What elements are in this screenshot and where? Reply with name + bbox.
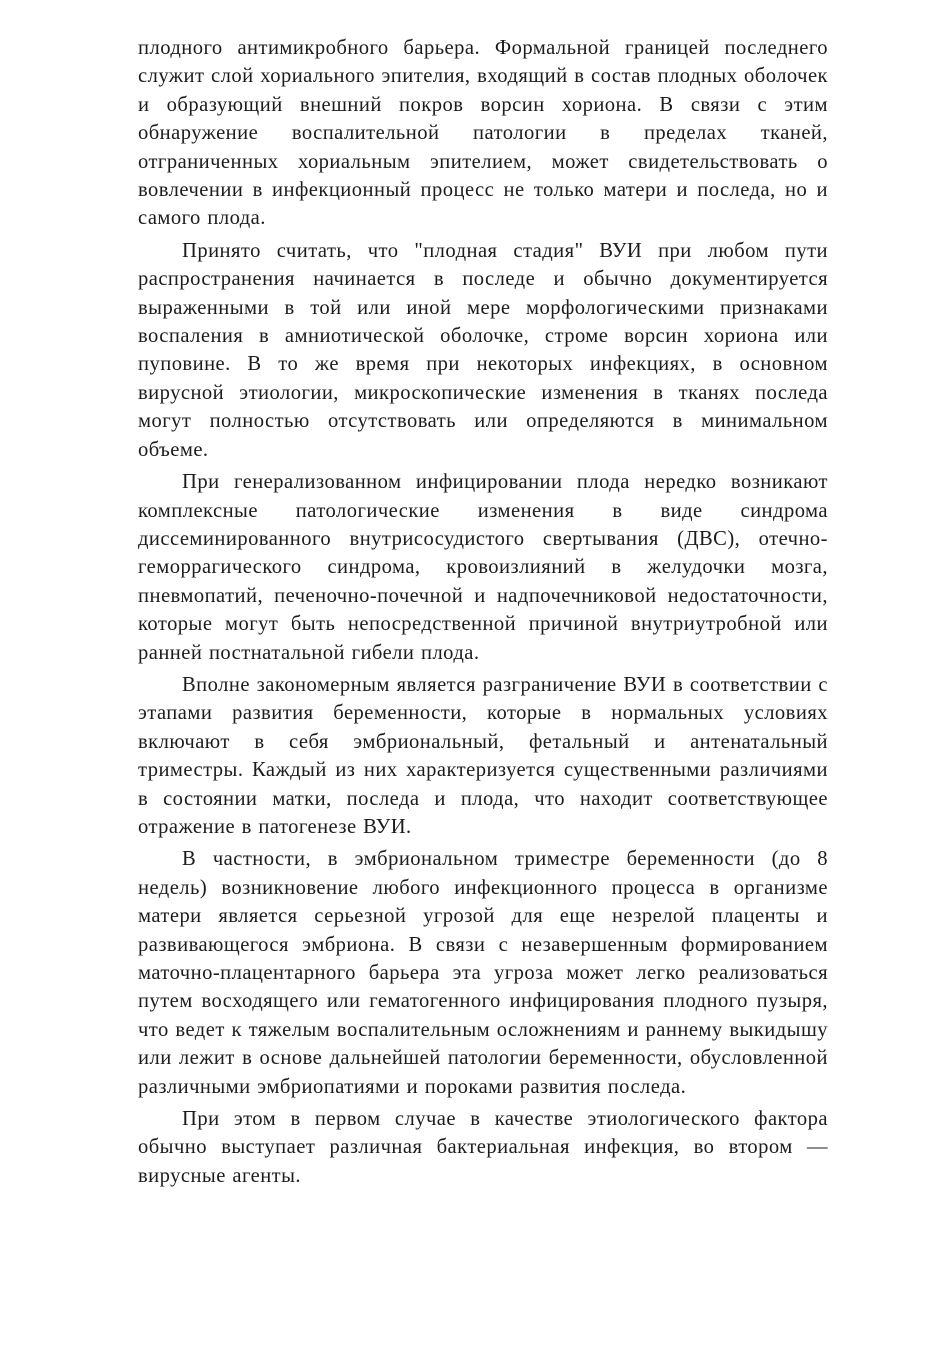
paragraph-4: Вполне закономерным является разграничение ВУИ в соответствии с этапами развития беременности, которые в нормальных условиях включают в себя эмбриональный, фетальный и антенатальный триместры. Каждый из них характеризуется существенными различиями в состоянии матки, последа и плода, что находит соответствующее отражение в патогенезе ВУИ. [138,673,828,838]
paragraph-6: При этом в первом случае в качестве этиологического фактора обычно выступает различная бактериальная инфекция, во втором — вирусные агенты. [138,1108,828,1187]
paragraph-1: плодного антимикробного барьера. Формальной границей последнего служит слой хориального эпителия, входящий в состав плодных оболочек и образующий внешний покров ворсин хориона. В связи с этим обнаружение воспалительной патологии в пределах тканей, отграниченных хориальным эпителием, может свидетельствовать о вовлечении в инфекционный процесс не только матери и последа, но и самого плода. [138,37,828,230]
paragraph-2: Принято считать, что "плодная стадия" ВУИ при любом пути распространения начинается в последе и обычно документируется выраженными в той или иной мере морфологическими признаками воспаления в амниотической оболочке, строме ворсин хориона или пуповине. В то же время при некоторых инфекциях, в основном вирусной этиологии, микроскопические изменения в тканях последа могут полностью отсутствовать или определяются в минимальном объеме. [138,239,828,461]
paragraph-5: В частности, в эмбриональном триместре беременности (до 8 недель) возникновение любого инфекционного процесса в организме матери является серьезной угрозой для еще незрелой плаценты и развивающегося эмбриона. В связи с незавершенным формированием маточно-плацентарного барьера эта угроза может легко реализоваться путем восходящего или гематогенного инфицирования плодного пузыря, что ведет к тяжелым воспалительным осложнениям и раннему выкидышу или лежит в основе дальнейшей патологии беременности, обусловленной различными эмбриопатиями и пороками развития последа. [138,848,828,1098]
paragraph-3: При генерализованном инфицировании плода нередко возникают комплексные патологические изменения в виде синдрома диссеминированного внутрисосудистого свертывания (ДВС), отечно-геморрагического синдрома, кровоизлияний в желудочки мозга, пневмопатий, печеночно-почечной и надпочечниковой недостаточности, которые могут быть непосредственной причиной внутриутробной или ранней постнатальной гибели плода. [138,471,828,664]
document-page [138,34,828,1190]
